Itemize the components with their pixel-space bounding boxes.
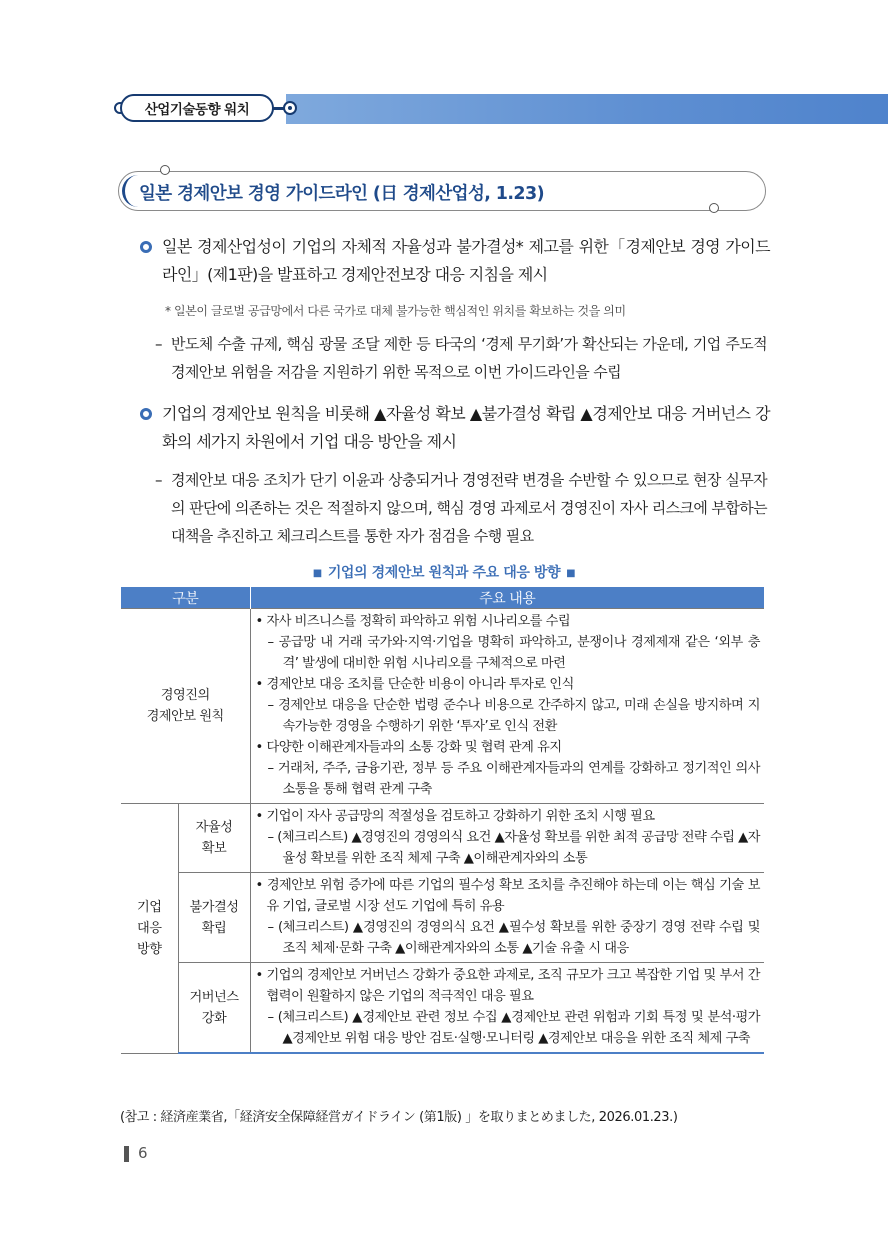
subcategory-indispensability: 불가결성 확립 [178, 873, 250, 963]
table-row [121, 963, 764, 1054]
category-response: 기업 대응 방향 [121, 804, 178, 1054]
response-item-main: • 기업이 자사 공급망의 적절성을 검토하고 강화하기 위한 조치 시행 필요 [255, 809, 655, 824]
section-ring-bottom [709, 203, 719, 213]
table-caption-text: 기업의 경제안보 원칙과 주요 대응 방향 [327, 565, 561, 581]
page-number-bar [124, 1146, 129, 1162]
response-item-detail: – (체크리스트) ▲경영진의 경영의식 요건 ▲자율성 확보를 위한 최적 공급망 전략 수립 ▲자율성 확보를 위한 조직 체제 구축 ▲이해관계자와의 소통 [267, 830, 761, 866]
dash-text: 반도체 수출 규제, 핵심 광물 조달 제한 등 타국의 ‘경제 무기화’가 확산되는 가운데, 기업 주도적 경제안보 위험을 저감을 지원하기 위한 목적으로 이번 가이드라인을 수립 [171, 335, 767, 381]
header-right-dot [283, 101, 297, 115]
response-item-detail: – (체크리스트) ▲경영진의 경영의식 요건 ▲필수성 확보를 위한 중장기 경영 전략 수립 및 조직 체제·문화 구축 ▲이해관계자와의 소통 ▲기술 유출 시 대응 [267, 920, 760, 956]
principle-item-sub: – 거래처, 주주, 금융기관, 정부 등 주요 이해관계자들과의 연계를 강화하고 정기적인 의사소통을 통해 협력 관계 구축 [267, 761, 760, 797]
caption-square-icon: ■ [566, 567, 576, 579]
governance-content [250, 963, 764, 1054]
dash-paragraph-2 [155, 466, 767, 550]
response-item-detail: – (체크리스트) ▲경제안보 관련 정보 수집 ▲경제안보 관련 위험과 기회 특정 및 분석·평가 ▲경제안보 위험 대응 방안 검토·실행·모니터링 ▲경제안보 대응을 위한 조직 체제 구축 [267, 1010, 760, 1046]
subcategory-autonomy: 자율성 확보 [178, 804, 250, 873]
dash-mark: – [155, 335, 162, 353]
principle-item-sub: – 경제안보 대응을 단순한 법령 준수나 비용으로 간주하지 않고, 미래 손실을 방지하며 지속가능한 경영을 수행하기 위한 ‘투자’로 인식 전환 [267, 698, 760, 734]
circle-bullet-icon [140, 241, 152, 253]
dash-paragraph-1 [155, 330, 767, 386]
table-header-row [121, 587, 764, 609]
principle-item-main: • 자사 비즈니스를 정확히 파악하고 위험 시나리오를 수립 [255, 614, 571, 629]
reference-note: (참고 : 経済産業省,「経済安全保障経営ガイドライン (第1版) 」を取りまとめました, 2026.01.23.) [120, 1110, 678, 1125]
principles-table [121, 587, 764, 1054]
section-ring-top [160, 165, 170, 175]
bullet-text: 기업의 경제안보 원칙을 비롯해 ▲자율성 확보 ▲불가결성 확립 ▲경제안보 대응 거버넌스 강화의 세가지 차원에서 기업 대응 방안을 제시 [162, 404, 770, 451]
footnote: * 일본이 글로벌 공급망에서 다른 국가로 대체 불가능한 핵심적인 위치를 확보하는 것을 의미 [165, 304, 626, 318]
principle-item-main: • 경제안보 대응 조치를 단순한 비용이 아니라 투자로 인식 [255, 677, 574, 692]
section-title: 일본 경제안보 경영 가이드라인 (日 경제산업성, 1.23) [139, 184, 544, 204]
header-category: 구분 [121, 587, 250, 609]
indispensability-content [250, 873, 764, 963]
bullet-paragraph-1 [140, 233, 770, 289]
table-caption [0, 562, 888, 582]
subcategory-governance: 거버넌스 강화 [178, 963, 250, 1054]
header-band [286, 94, 888, 124]
category-principle: 경영진의 경제안보 원칙 [121, 609, 250, 804]
header-content: 주요 내용 [250, 587, 764, 609]
header-label: 산업기술동향 워치 [120, 94, 274, 122]
page-number: 6 [138, 1144, 148, 1162]
table-row [121, 873, 764, 963]
principle-item-sub: – 공급망 내 거래 국가와·지역·기업을 명확히 파악하고, 분쟁이나 경제제재 같은 ‘외부 충격’ 발생에 대비한 위험 시나리오를 구체적으로 마련 [267, 635, 760, 671]
principle-content [250, 609, 764, 804]
bullet-text: 일본 경제산업성이 기업의 자체적 자율성과 불가결성* 제고를 위한「경제안보 경영 가이드라인」(제1판)을 발표하고 경제안전보장 대응 지침을 제시 [162, 237, 770, 284]
table-row [121, 804, 764, 873]
dash-text: 경제안보 대응 조치가 단기 이윤과 상충되거나 경영전략 변경을 수반할 수 있으므로 현장 실무자의 판단에 의존하는 것은 적절하지 않으며, 핵심 경영 과제로서 경영진이 자사 리스크에 부합하는 대책을 추진하고 체크리스트를 통한 자가 점검을 수행 필요 [171, 471, 767, 545]
bullet-paragraph-2 [140, 400, 770, 456]
table-row [121, 609, 764, 804]
caption-square-icon: ■ [312, 567, 322, 579]
autonomy-content [250, 804, 764, 873]
circle-bullet-icon [140, 408, 152, 420]
dash-mark: – [155, 471, 162, 489]
response-item-main: • 경제안보 위험 증가에 따른 기업의 필수성 확보 조치를 추진해야 하는데 이는 핵심 기술 보유 기업, 글로벌 시장 선도 기업에 특히 유용 [255, 878, 760, 914]
response-item-main: • 기업의 경제안보 거버넌스 강화가 중요한 과제로, 조직 규모가 크고 복잡한 기업 및 부서 간 협력이 원활하지 않은 기업의 적극적인 대응 필요 [255, 968, 760, 1004]
principle-item-main: • 다양한 이해관계자들과의 소통 강화 및 협력 관계 유지 [255, 740, 562, 755]
